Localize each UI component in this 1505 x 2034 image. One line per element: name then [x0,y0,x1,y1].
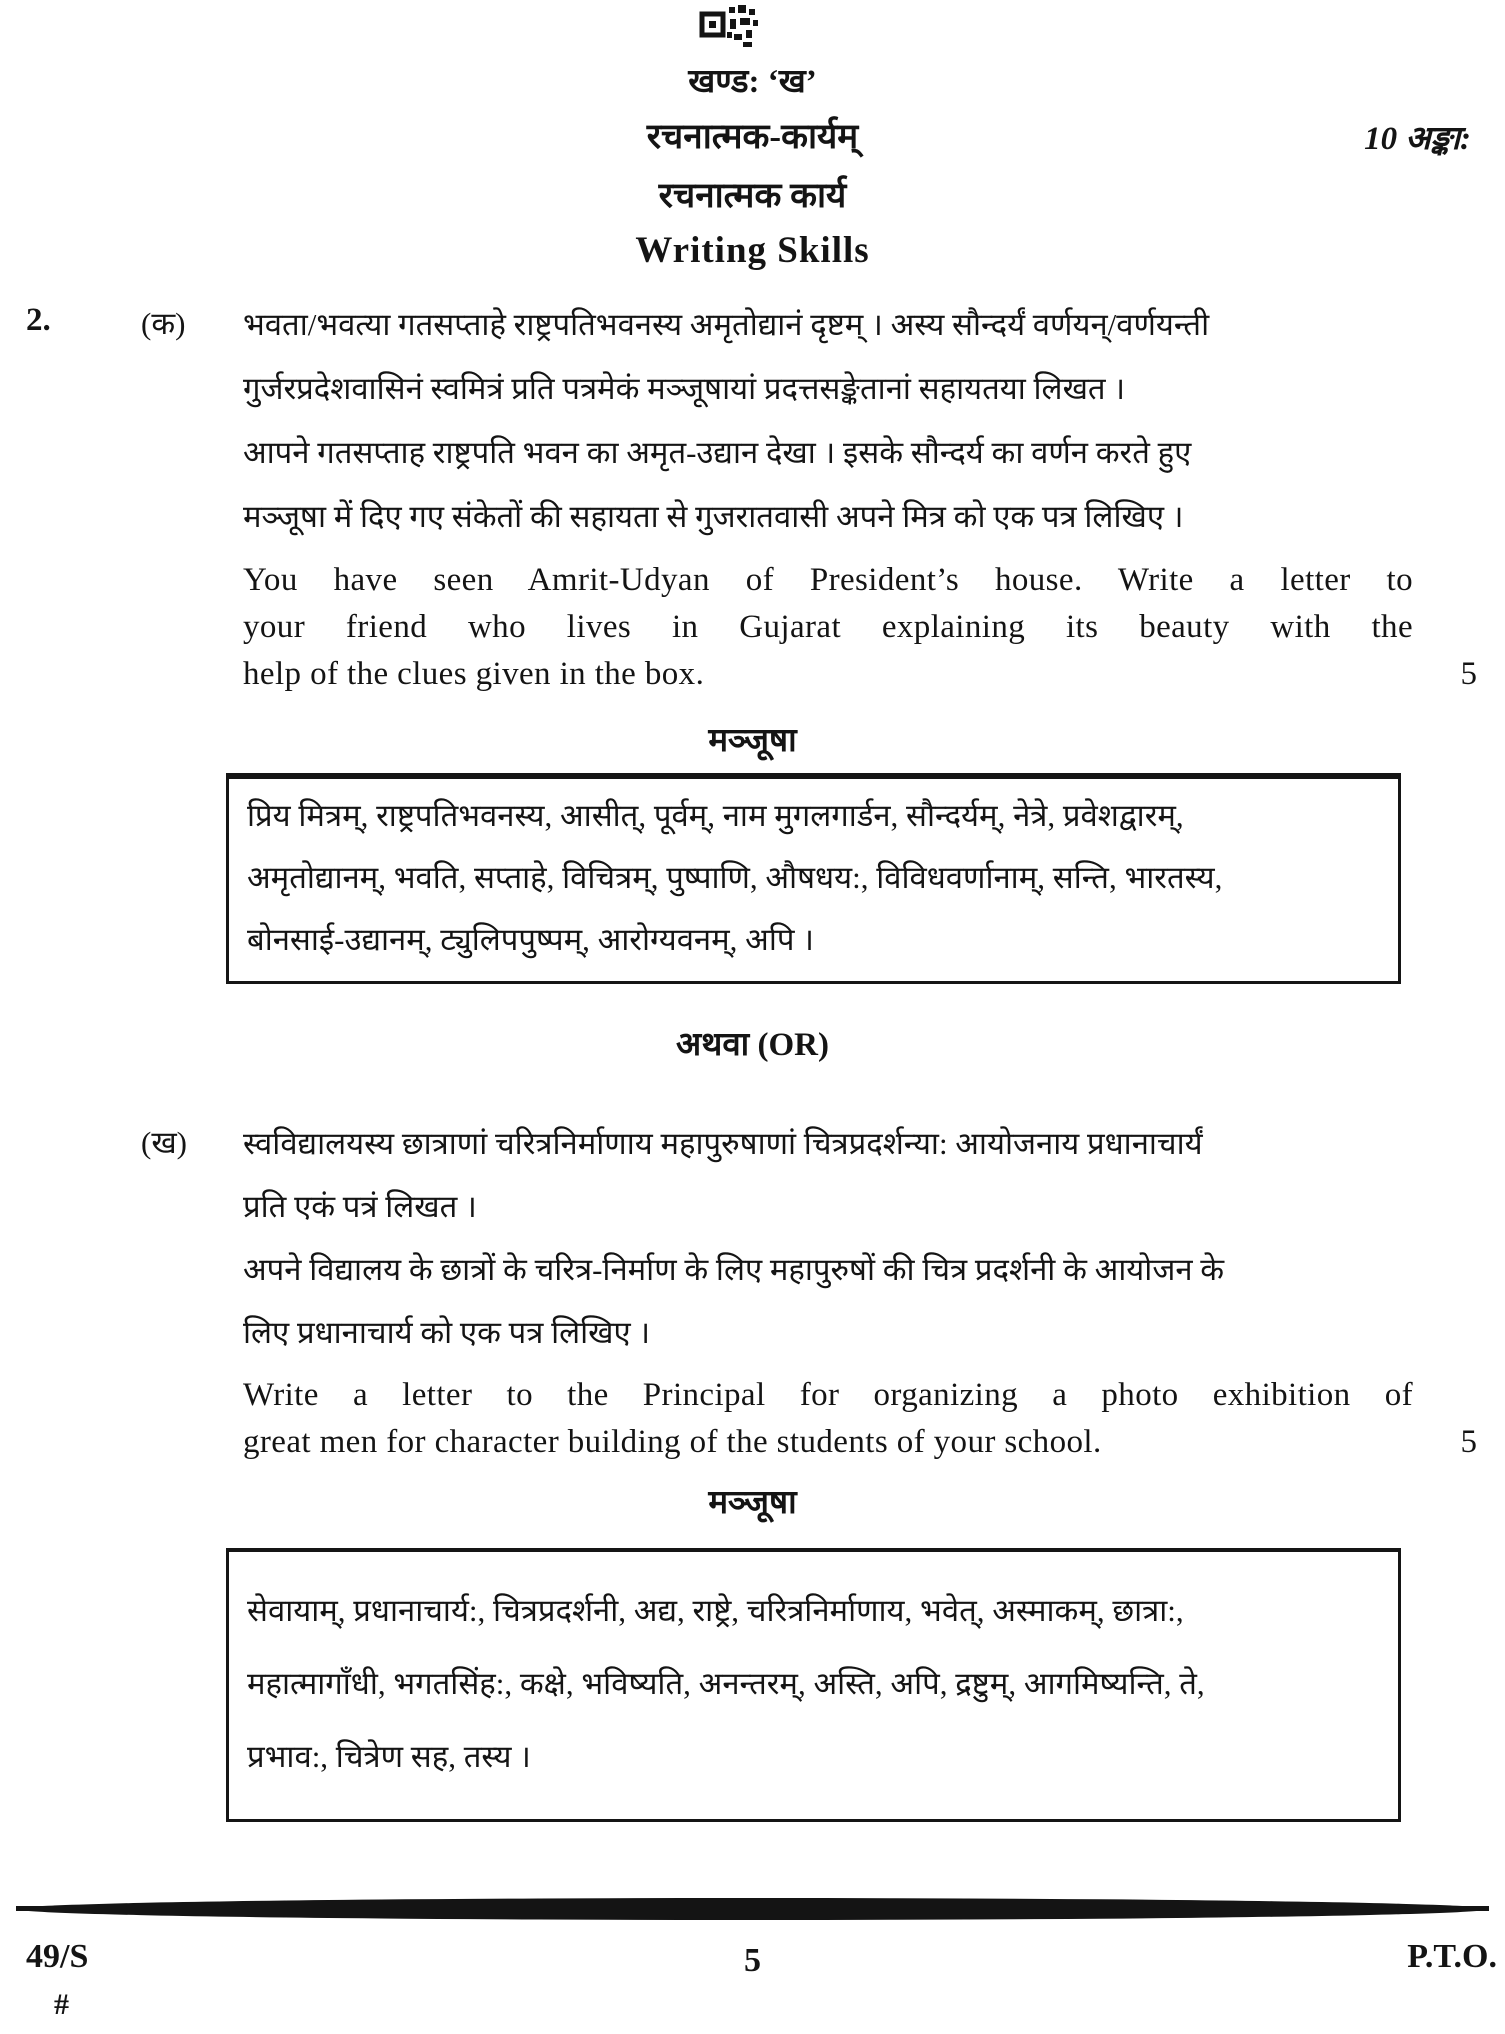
part-a-hindi-line-2: मञ्जूषा में दिए गए संकेतों की सहायता से गुजरातवासी अपने मित्र को एक पत्र लिखिए । [243,499,1184,534]
question-number: 2. [26,302,51,338]
part-b-sanskrit-line-2: प्रति एकं पत्रं लिखत । [243,1189,477,1224]
question-part-b [0,1112,1505,1466]
footer-pto: P.T.O. [1407,1938,1497,1975]
question-part-a [0,293,1505,698]
part-b-hindi-line-1: अपने विद्यालय के छात्रों के चरित्र-निर्माण के लिए महापुरुषों की चित्र प्रदर्शनी के आयोजन के [243,1252,1225,1287]
manjusha-b-line-2: महात्मागाँधी, भगतसिंह:, कक्षे, भविष्यति, अनन्तरम्, अस्ति, अपि, द्रष्टुम्, आगमिष्यन्ति, ते, [247,1666,1205,1701]
part-a-body [243,293,1477,698]
part-a-sanskrit-line-1: भवता/भवत्या गतसप्ताहे राष्ट्रपतिभवनस्य अमृतोद्यानं दृष्टम् । अस्य सौन्दर्यं वर्णयन्/वर्णयन्ती [243,307,1210,342]
manjusha-a-line-2: अमृतोद्यानम्, भवति, सप्ताहे, विचित्रम्, पुष्पाणि, औषधय:, विविधवर्णानाम्, सन्ति, भारतस्य, [247,860,1223,895]
footer-hash: # [54,1988,69,2021]
manjusha-b-box [226,1548,1401,1822]
or-divider: अथवा (OR) [676,1027,829,1063]
manjusha-a-line-3: बोनसाई-उद्यानम्, ट्युलिपपुष्पम्, आरोग्यवनम्, अपि । [247,922,814,957]
paper-title-sanskrit: रचनात्मक-कार्यम् [646,117,859,156]
qr-code-icon [699,4,761,50]
part-a-marks: 5 [1460,656,1477,692]
paper-title-english: Writing Skills [635,230,870,271]
part-a-english-line-2: your friend who lives in Gujarat explaining its beauty with the [243,609,1413,645]
footer-page-number: 5 [744,1942,761,1979]
manjusha-a-title: मञ्जूषा [708,723,797,759]
part-b-english-line-1: Write a letter to the Principal for organizing a photo exhibition of [243,1377,1413,1413]
part-a-english-line-1: You have seen Amrit-Udyan of President’s house. Write a letter to [243,562,1413,598]
part-a-english [243,557,1477,698]
part-b-label: (ख) [141,1125,188,1160]
total-marks: 10 अङ्का: [1364,121,1471,157]
manjusha-b-line-1: सेवायाम्, प्रधानाचार्य:, चित्रप्रदर्शनी, अद्य, राष्ट्रे, चरित्रनिर्माणाय, भवेत्, अस्माकम्, छात्रा:, [247,1593,1184,1628]
section-heading: खण्ड: ‘ख’ [688,64,817,100]
part-b-body [243,1112,1477,1466]
part-b-english-line-2: great men for character building of the students of your school. [243,1424,1102,1460]
part-a-hindi-line-1: आपने गतसप्ताह राष्ट्रपति भवन का अमृत-उद्यान देखा । इसके सौन्दर्य का वर्णन करते हुए [243,435,1192,470]
paper-title-hindi: रचनात्मक कार्य [658,176,847,215]
part-b-marks: 5 [1460,1424,1477,1460]
manjusha-b-title: मञ्जूषा [708,1485,797,1521]
part-a-label: (क) [141,306,186,341]
manjusha-a-line-1: प्रिय मित्रम्, राष्ट्रपतिभवनस्य, आसीत्, पूर्वम्, नाम मुगलगार्डन, सौन्दर्यम्, नेत्रे, प्रवेशद्वारम्, [247,798,1184,833]
part-b-english [243,1372,1477,1466]
part-a-sanskrit-line-2: गुर्जरप्रदेशवासिनं स्वमित्रं प्रति पत्रमेकं मञ्जूषायां प्रदत्तसङ्केतानां सहायतया लिखत । [243,371,1126,406]
part-a-english-line-3: help of the clues given in the box. [243,656,705,692]
part-b-hindi-line-2: लिए प्रधानाचार्य को एक पत्र लिखिए । [243,1315,651,1350]
footer-rule [16,1898,1489,1920]
part-b-sanskrit-line-1: स्वविद्यालयस्य छात्राणां चरित्रनिर्माणाय महापुरुषाणां चित्रप्रदर्शन्या: आयोजनाय प्रधानाचार्यं [243,1126,1203,1161]
manjusha-b-line-3: प्रभाव:, चित्रेण सह, तस्य । [247,1739,531,1774]
footer-paper-code: 49/S [26,1938,89,1975]
manjusha-a-box [226,773,1401,984]
